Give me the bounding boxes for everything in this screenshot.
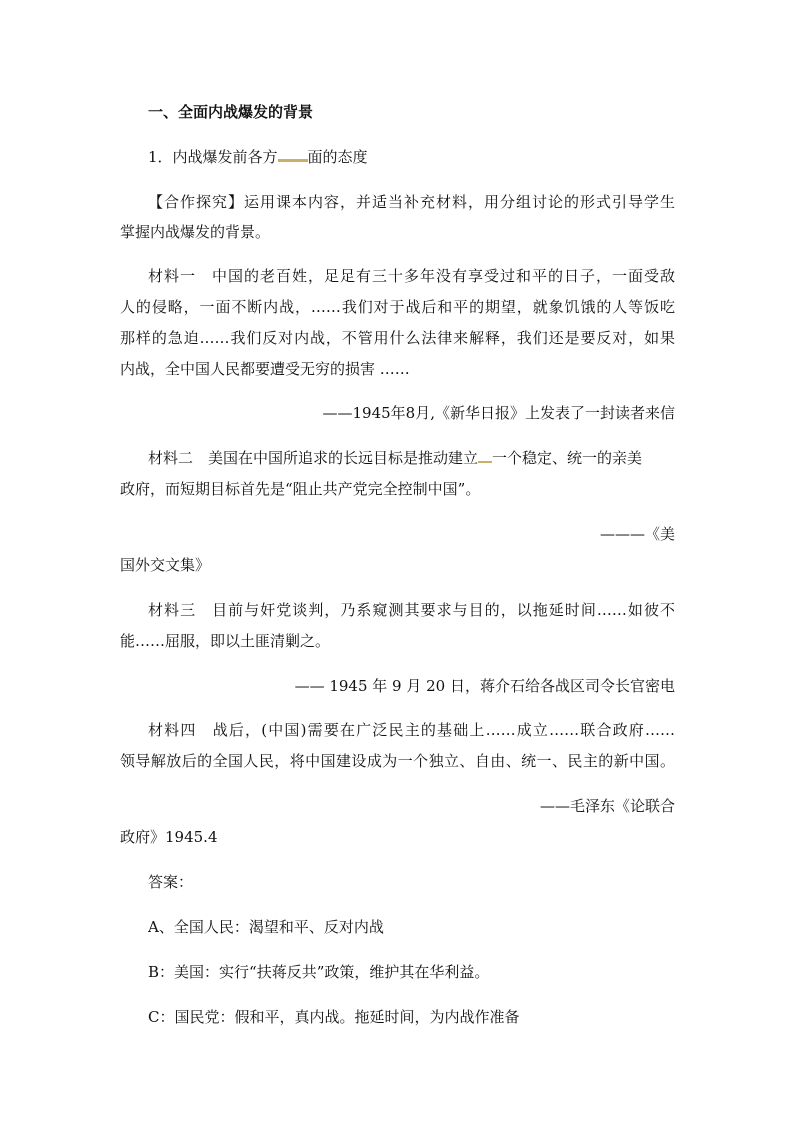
highlight-mark (278, 151, 308, 162)
material2-text-before: 材料二 美国在中国所追求的长远目标是推动建立 (148, 449, 479, 467)
subheading (148, 147, 675, 167)
answer-a: A、全国人民：渴望和平、反对内战 (148, 918, 384, 936)
material2-line-2: 政府，而短期目标首先是“阻止共产党完全控制中国”。 (120, 480, 481, 498)
material4-source-line-2: 政府》1945.4 (120, 828, 218, 846)
section-heading: 一、全面内战爆发的背景 (148, 103, 314, 121)
material2-line-1 (148, 448, 675, 468)
inquiry-line-2: 掌握内战爆发的背景。 (120, 223, 271, 241)
material1-source: ——1945年8月,《新华日报》上发表了一封读者来信 (322, 404, 675, 422)
material2-text-after: 一个稳定、统一的亲美 (492, 449, 643, 467)
answer-b: B：美国：实行“扶蒋反共”政策，维护其在华利益。 (148, 963, 490, 981)
material3-line-1: 材料三 目前与奸党谈判，乃系窥测其要求与目的，以拖延时间……如彼不 (148, 601, 675, 619)
answer-c: C：国民党：假和平，真内战。拖延时间，为内战作准备 (148, 1008, 520, 1026)
material2-source-line-2: 国外交文集》 (120, 556, 211, 574)
material1-line-2: 人的侵略，一面不断内战，……我们对于战后和平的期望，就象饥饿的人等饭吃 (120, 298, 675, 316)
subheading-text-before: 1．内战爆发前各方 (148, 148, 278, 166)
material3-source: —— 1945 年 9 月 20 日，蒋介石给各战区司令长官密电 (294, 677, 675, 695)
answers-label: 答案： (148, 873, 194, 891)
material3-line-2: 能……屈服，即以土匪清剿之。 (120, 632, 331, 650)
material4-source-line-1: ——毛泽东《论联合 (539, 797, 675, 815)
material1-line-3: 那样的急迫……我们反对内战，不管用什么法律来解释，我们还是要反对，如果 (120, 329, 675, 347)
material4-line-1: 材料四 战后，(中国)需要在广泛民主的基础上……成立……联合政府…… (148, 721, 675, 739)
material2-source-line-1: ———《美 (599, 525, 675, 543)
subheading-text-after: 面的态度 (307, 148, 368, 166)
material4-line-2: 领导解放后的全国人民，将中国建设成为一个独立、自由、统一、民主的新中国。 (120, 752, 675, 770)
inquiry-line-1: 【合作探究】运用课本内容，并适当补充材料，用分组讨论的形式引导学生 (148, 193, 675, 211)
material1-line-1: 材料一 中国的老百姓，足足有三十多年没有享受过和平的日子，一面受敌 (148, 267, 675, 285)
material1-line-4: 内战，全中国人民都要遭受无穷的损害 …… (120, 360, 410, 378)
highlight-mark-small (478, 453, 492, 463)
